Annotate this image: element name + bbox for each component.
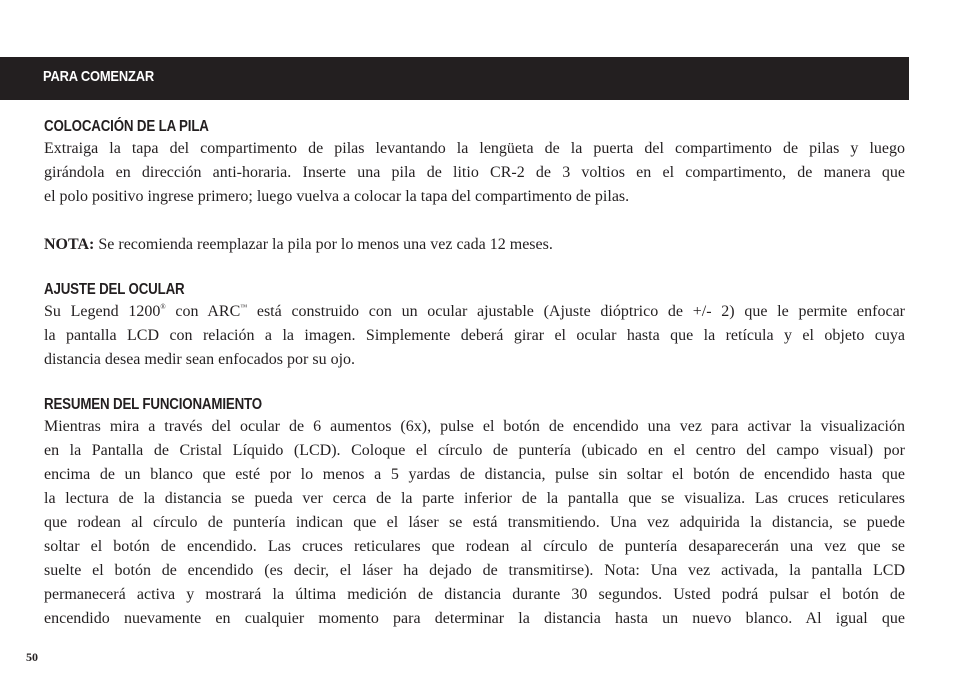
battery-note [44, 233, 905, 257]
spacer [44, 257, 905, 279]
text-line: encima de un blanco que esté por lo menos a 5 yardas de distancia, pulse sin soltar el botón de encendido hasta que [44, 466, 905, 483]
text-line: encendido nuevamente en cualquier momento para determinar la distancia hasta un nuevo blanco. Al igual que [44, 610, 905, 627]
text-line: soltar el botón de encendido. Las cruces reticulares que rodean al círculo de puntería desaparecerán una vez que se [44, 538, 905, 555]
text-line: el polo positivo ingrese primero; luego vuelva a colocar la tapa del compartimento de pilas. [44, 188, 630, 205]
spacer [44, 372, 905, 394]
battery-heading: COLOCACIÓN DE LA PILA [44, 118, 209, 135]
eyepiece-paragraph [44, 300, 905, 372]
operation-paragraph [44, 415, 905, 631]
product-name-text: Su Legend 1200 [44, 303, 161, 320]
text-line: girándola en dirección anti-horaria. Inserte una pila de litio CR-2 de 3 voltios en el compartimento, de manera que [44, 164, 905, 181]
text-line: permanecerá activa y mostrará la última medición de distancia durante 30 segundos. Usted podrá pulsar el botón de [44, 586, 905, 603]
page-content [44, 116, 905, 631]
registered-mark: ® [160, 303, 166, 311]
trademark-mark: ™ [240, 303, 248, 311]
arc-text: con ARC [165, 303, 241, 320]
battery-paragraph [44, 137, 905, 209]
spacer [44, 209, 905, 233]
text-line [44, 300, 905, 324]
eyepiece-heading: AJUSTE DEL OCULAR [44, 281, 185, 298]
text-line: en la Pantalla de Cristal Líquido (LCD). Coloque el círculo de puntería (ubicado en el centro del campo visual) por [44, 442, 905, 459]
note-text: Se recomienda reemplazar la pila por lo menos una vez cada 12 meses. [94, 236, 553, 253]
operation-heading: RESUMEN DEL FUNCIONAMIENTO [44, 396, 262, 413]
text-line: suelte el botón de encendido (es decir, el láser ha dejado de transmitirse). Nota: Una vez activada, la pantalla LCD [44, 562, 905, 579]
eyepiece-text: está construido con un ocular ajustable (Ajuste dióptrico de +/- 2) que le permite enfocar [247, 303, 906, 320]
note-label: NOTA: [44, 236, 95, 253]
text-line: que rodean al círculo de puntería indican que el láser se está transmitiendo. Una vez adquirida la distancia, se puede [44, 514, 905, 531]
page-number: 50 [26, 650, 38, 664]
text-line: la pantalla LCD con relación a la imagen. Simplemente deberá girar el ocular hasta que la retícula y el objeto cuya [44, 327, 905, 344]
text-line: distancia desea medir sean enfocados por su ojo. [44, 351, 356, 368]
section-header-title: PARA COMENZAR [43, 68, 154, 85]
text-line: Mientras mira a través del ocular de 6 aumentos (6x), pulse el botón de encendido una vez para activar la visualización [44, 418, 905, 435]
text-line: Extraiga la tapa del compartimento de pilas levantando la lengüeta de la puerta del compartimento de pilas y luego [44, 140, 905, 157]
text-line: la lectura de la distancia se pueda ver cerca de la parte inferior de la pantalla que se visualiza. Las cruces reticulares [44, 490, 905, 507]
